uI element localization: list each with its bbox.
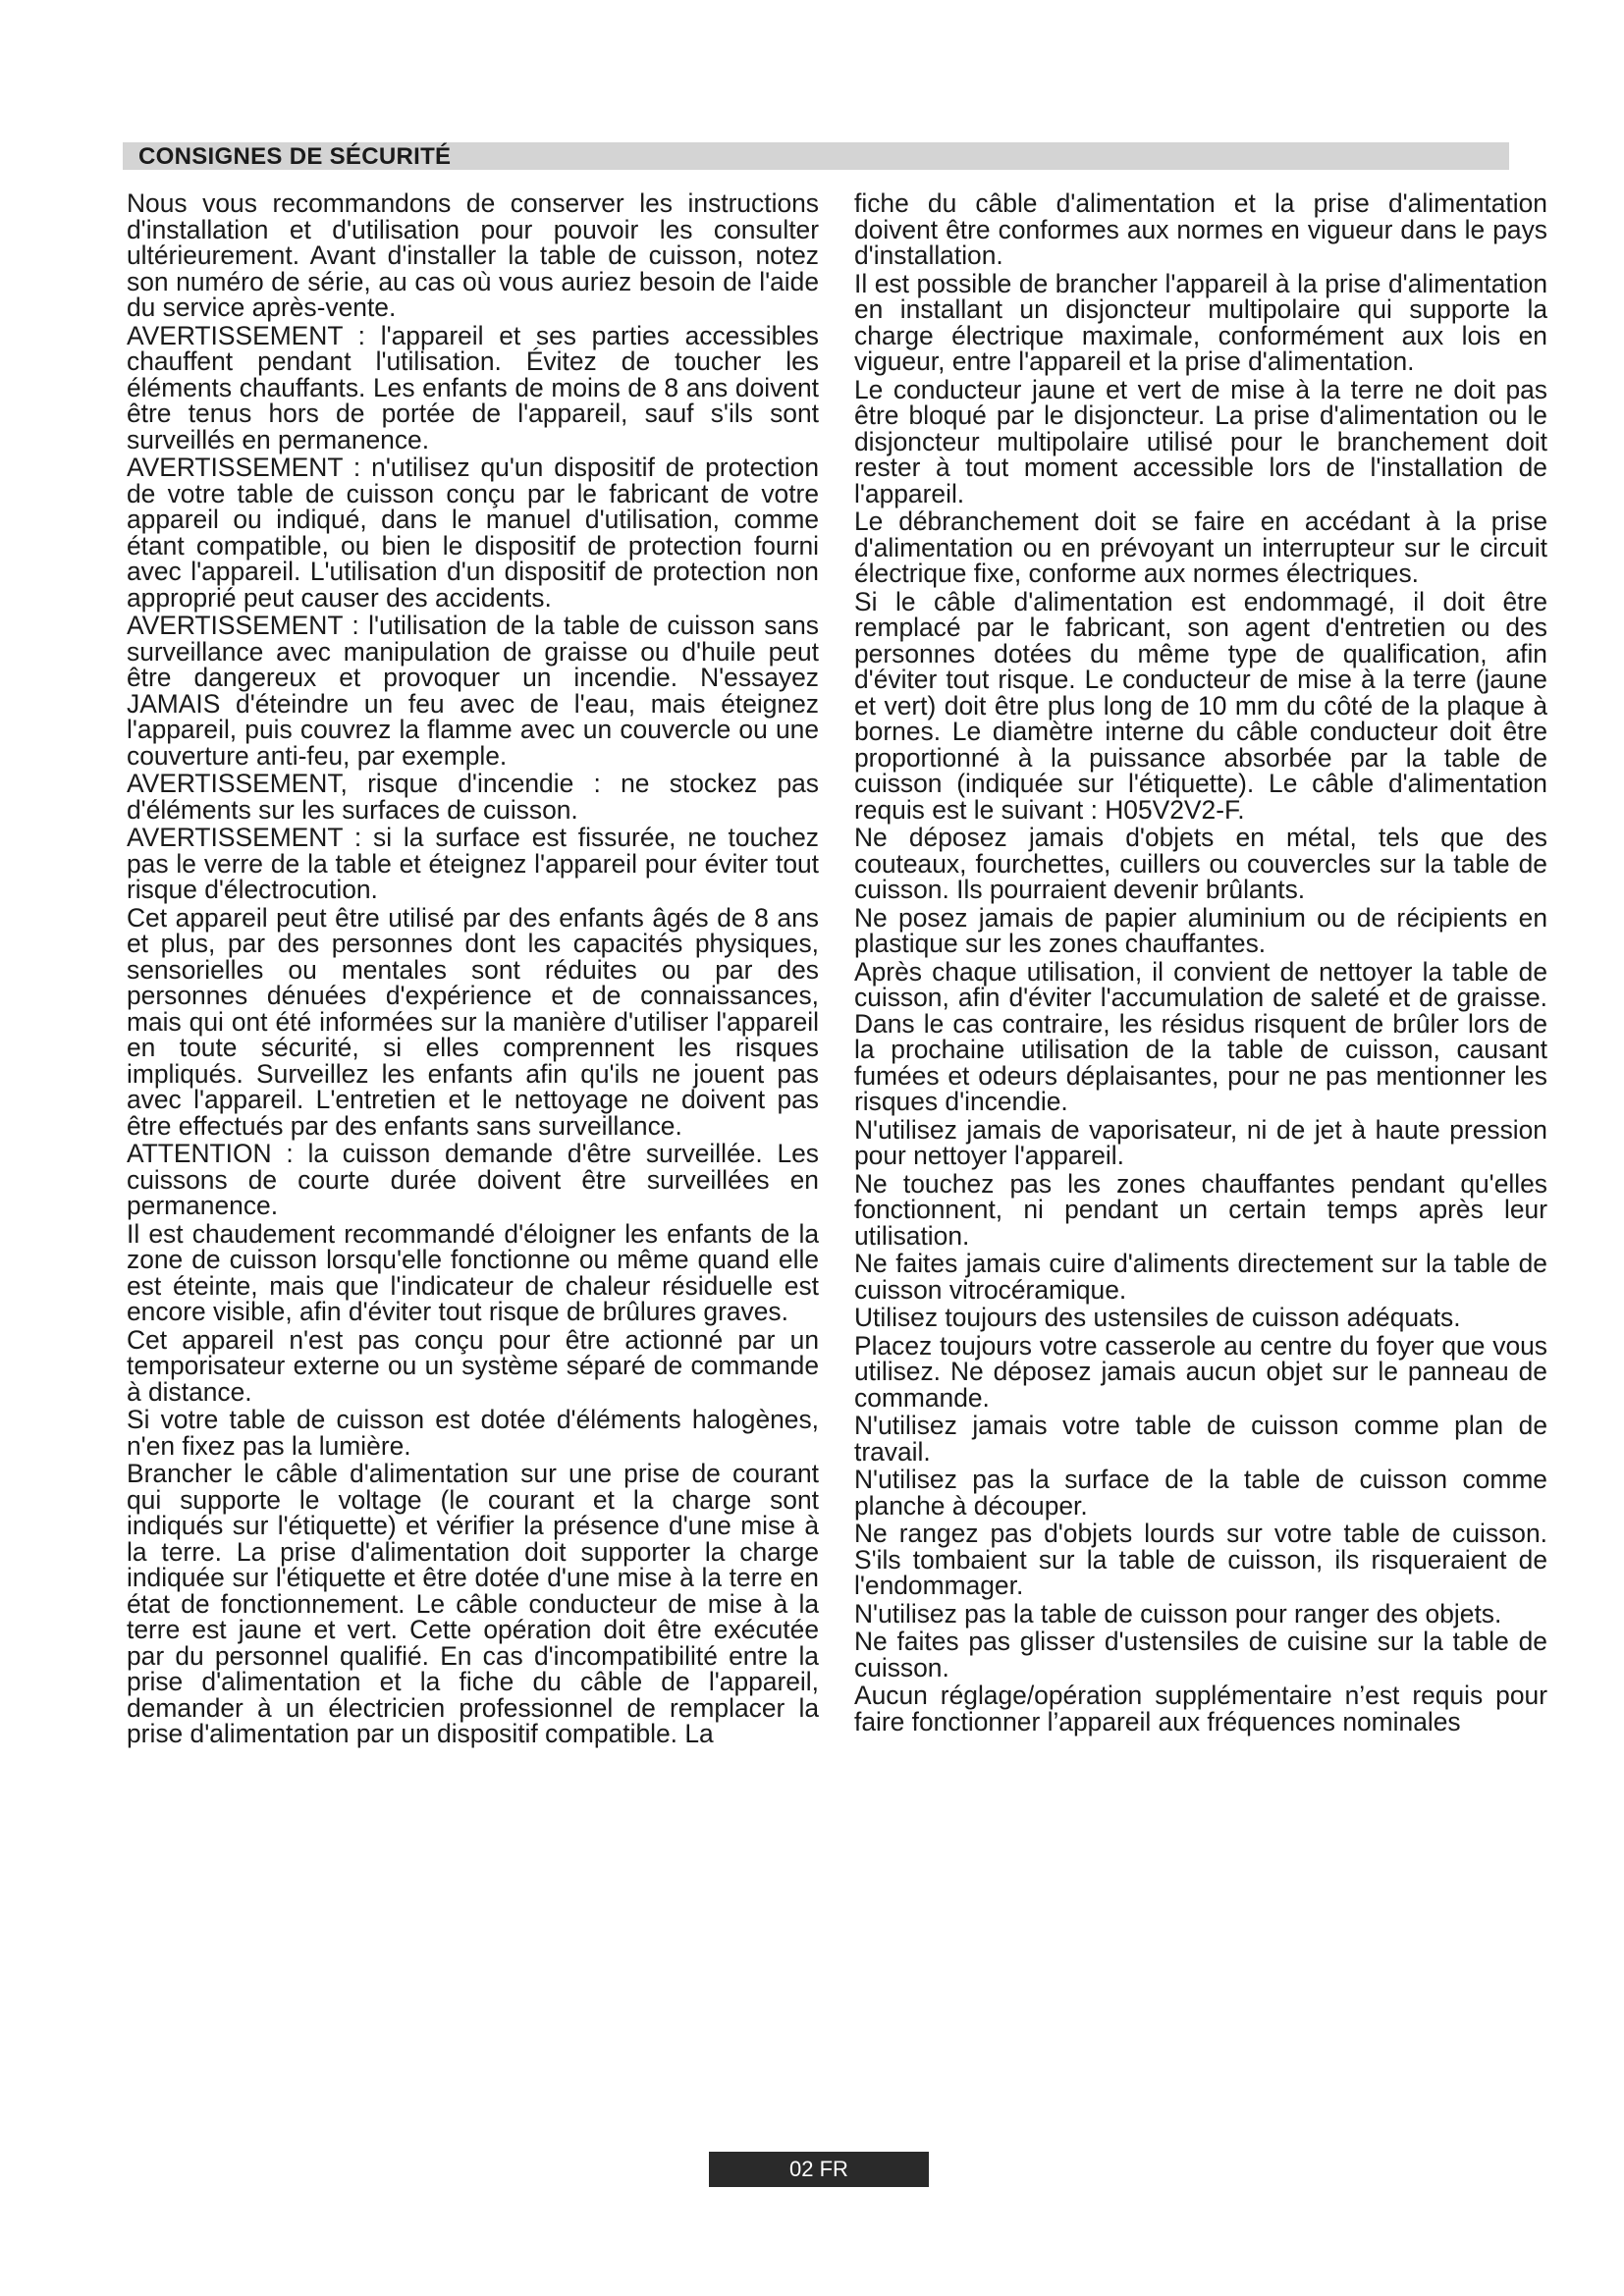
page-number-badge: [709, 2152, 929, 2187]
page-number: 02 FR: [789, 2157, 848, 2181]
paragraph: Si le câble d'alimentation est endommagé, il doit être remplacé par le fabricant, son agent d'entretien ou des personnes dotées du même type de qualification, afin d'éviter tout risque. Le conducteur de mise à la terre (jaune et vert) doit être plus long de 10 mm du côté de la plaque à bornes. Le diamètre interne du câble conducteur doit être proportionné à la puissance absorbée par la table de cuisson (indiquée sur l'étiquette). Le câble d'alimentation requis est le suivant : H05V2V2-F.: [854, 586, 1547, 825]
paragraph: Cet appareil peut être utilisé par des enfants âgés de 8 ans et plus, par des personnes dont les capacités physiques, sensorielles ou mentales sont réduites ou par des personnes dénuées d'expérience et de connaissances, mais qui ont été informées sur la manière d'utiliser l'appareil en toute sécurité, si elles comprennent les risques impliqués. Surveillez les enfants afin qu'ils ne jouent pas avec l'appareil. L'entretien et le nettoyage ne doivent pas être effectués par des enfants sans surveillance.: [127, 902, 819, 1141]
paragraph: fiche du câble d'alimentation et la prise d'alimentation doivent être conformes aux normes en vigueur dans le pays d'installation.: [854, 188, 1547, 270]
paragraph: Utilisez toujours des ustensiles de cuisson adéquats.: [854, 1303, 1461, 1332]
paragraph: Après chaque utilisation, il convient de nettoyer la table de cuisson, afin d'éviter l'accumulation de saleté et de graisse. Dans le cas contraire, les résidus risquent de brûler lors de la prochaine utilisation de la table de cuisson, causant fumées et odeurs déplaisantes, pour ne pas mentionner les risques d'incendie.: [854, 956, 1547, 1116]
section-header-bar: [123, 142, 1509, 170]
paragraph: Ne déposez jamais d'objets en métal, tels que des couteaux, fourchettes, cuillers ou couvercles sur la table de cuisson. Ils pourraient devenir brûlants.: [854, 823, 1547, 904]
paragraph: ATTENTION : la cuisson demande d'être surveillée. Les cuissons de courte durée doivent être surveillées en permanence.: [127, 1139, 819, 1220]
paragraph: N'utilisez pas la surface de la table de cuisson comme planche à découper.: [854, 1465, 1547, 1521]
paragraph: AVERTISSEMENT : n'utilisez qu'un dispositif de protection de votre table de cuisson conçu par le fabricant de votre appareil ou indiqué, dans le manuel d'utilisation, comme étant compatible, ou bien le dispositif de protection fourni avec l'appareil. L'utilisation d'un dispositif de protection non approprié peut causer des accidents.: [127, 453, 819, 613]
paragraph: Aucun réglage/opération supplémentaire n’est requis pour faire fonctionner l’appareil aux fréquences nominales: [854, 1681, 1547, 1736]
paragraph: Ne touchez pas les zones chauffantes pendant qu'elles fonctionnent, ni pendant un certain temps après leur utilisation.: [854, 1168, 1547, 1251]
paragraph: AVERTISSEMENT : si la surface est fissurée, ne touchez pas le verre de la table et éteignez l'appareil pour éviter tout risque d'électrocution.: [127, 823, 819, 904]
left-text-column: [127, 190, 819, 1749]
paragraph: Il est chaudement recommandé d'éloigner les enfants de la zone de cuisson lorsqu'elle fonctionne ou même quand elle est éteinte, mais que l'indicateur de chaleur résiduelle est encore visible, afin d'éviter tout risque de brûlures graves.: [127, 1218, 819, 1326]
right-text-column: [854, 190, 1547, 1736]
paragraph: Cet appareil n'est pas conçu pour être actionné par un temporisateur externe ou un système séparé de commande à distance.: [127, 1324, 819, 1407]
paragraph: Ne faites jamais cuire d'aliments directement sur la table de cuisson vitrocéramique.: [854, 1249, 1547, 1305]
paragraph: Ne faites pas glisser d'ustensiles de cuisine sur la table de cuisson.: [854, 1627, 1547, 1682]
paragraph: Placez toujours votre casserole au centre du foyer que vous utilisez. Ne déposez jamais aucun objet sur le panneau de commande.: [854, 1330, 1547, 1413]
paragraph: Ne posez jamais de papier aluminium ou de récipients en plastique sur les zones chauffantes.: [854, 902, 1547, 958]
paragraph: N'utilisez pas la table de cuisson pour ranger des objets.: [854, 1598, 1502, 1629]
paragraph: Ne rangez pas d'objets lourds sur votre table de cuisson. S'ils tombaient sur la table de cuisson, ils risqueraient de l'endommager.: [854, 1519, 1547, 1600]
paragraph: Nous vous recommandons de conserver les instructions d'installation et d'utilisation pour pouvoir les consulter ultérieurement. Avant d'installer la table de cuisson, notez son numéro de série, au cas où vous auriez besoin de l'aide du service après-vente.: [127, 188, 819, 322]
paragraph: AVERTISSEMENT : l'appareil et ses parties accessibles chauffent pendant l'utilisation. Évitez de toucher les éléments chauffants. Les enfants de moins de 8 ans doivent être tenus hors de portée de l'appareil, sauf s'ils sont surveillés en permanence.: [127, 320, 819, 454]
paragraph: N'utilisez jamais de vaporisateur, ni de jet à haute pression pour nettoyer l'appareil.: [854, 1114, 1547, 1170]
paragraph: Le débranchement doit se faire en accédant à la prise d'alimentation ou en prévoyant un interrupteur sur le circuit électrique fixe, conforme aux normes électriques.: [854, 507, 1547, 588]
paragraph: Si votre table de cuisson est dotée d'éléments halogènes, n'en fixez pas la lumière.: [127, 1405, 819, 1461]
paragraph: AVERTISSEMENT, risque d'incendie : ne stockez pas d'éléments sur les surfaces de cuisson.: [127, 769, 819, 825]
paragraph: N'utilisez jamais votre table de cuisson comme plan de travail.: [854, 1411, 1547, 1467]
paragraph: Brancher le câble d'alimentation sur une prise de courant qui supporte le voltage (le courant et la charge sont indiqués sur l'étiquette) et vérifier la présence d'une mise à la terre. La prise d'alimentation doit supporter la charge indiquée sur l'étiquette et être dotée d'une mise à la terre en état de fonctionnement. Le câble conducteur de mise à la terre est jaune et vert. Cette opération doit être exécutée par du personnel qualifié. En cas d'incompatibilité entre la prise d'alimentation et la fiche du câble de l'appareil, demander à un électricien professionnel de remplacer la prise d'alimentation par un dispositif compatible. La: [127, 1459, 819, 1748]
paragraph: AVERTISSEMENT : l'utilisation de la table de cuisson sans surveillance avec manipulation de graisse ou d'huile peut être dangereux et provoquer un incendie. N'essayez JAMAIS d'éteindre un feu avec de l'eau, mais éteignez l'appareil, puis couvrez la flamme avec un couvercle ou une couverture anti-feu, par exemple.: [127, 611, 819, 771]
paragraph: Il est possible de brancher l'appareil à la prise d'alimentation en installant un disjoncteur multipolaire qui supporte la charge électrique maximale, conformément aux lois en vigueur, entre l'appareil et la prise d'alimentation.: [854, 268, 1547, 376]
paragraph: Le conducteur jaune et vert de mise à la terre ne doit pas être bloqué par le disjoncteur. La prise d'alimentation ou le disjoncteur multipolaire utilisé pour le branchement doit rester à tout moment accessible lors de l'installation de l'appareil.: [854, 374, 1547, 508]
section-title: CONSIGNES DE SÉCURITÉ: [138, 143, 452, 170]
